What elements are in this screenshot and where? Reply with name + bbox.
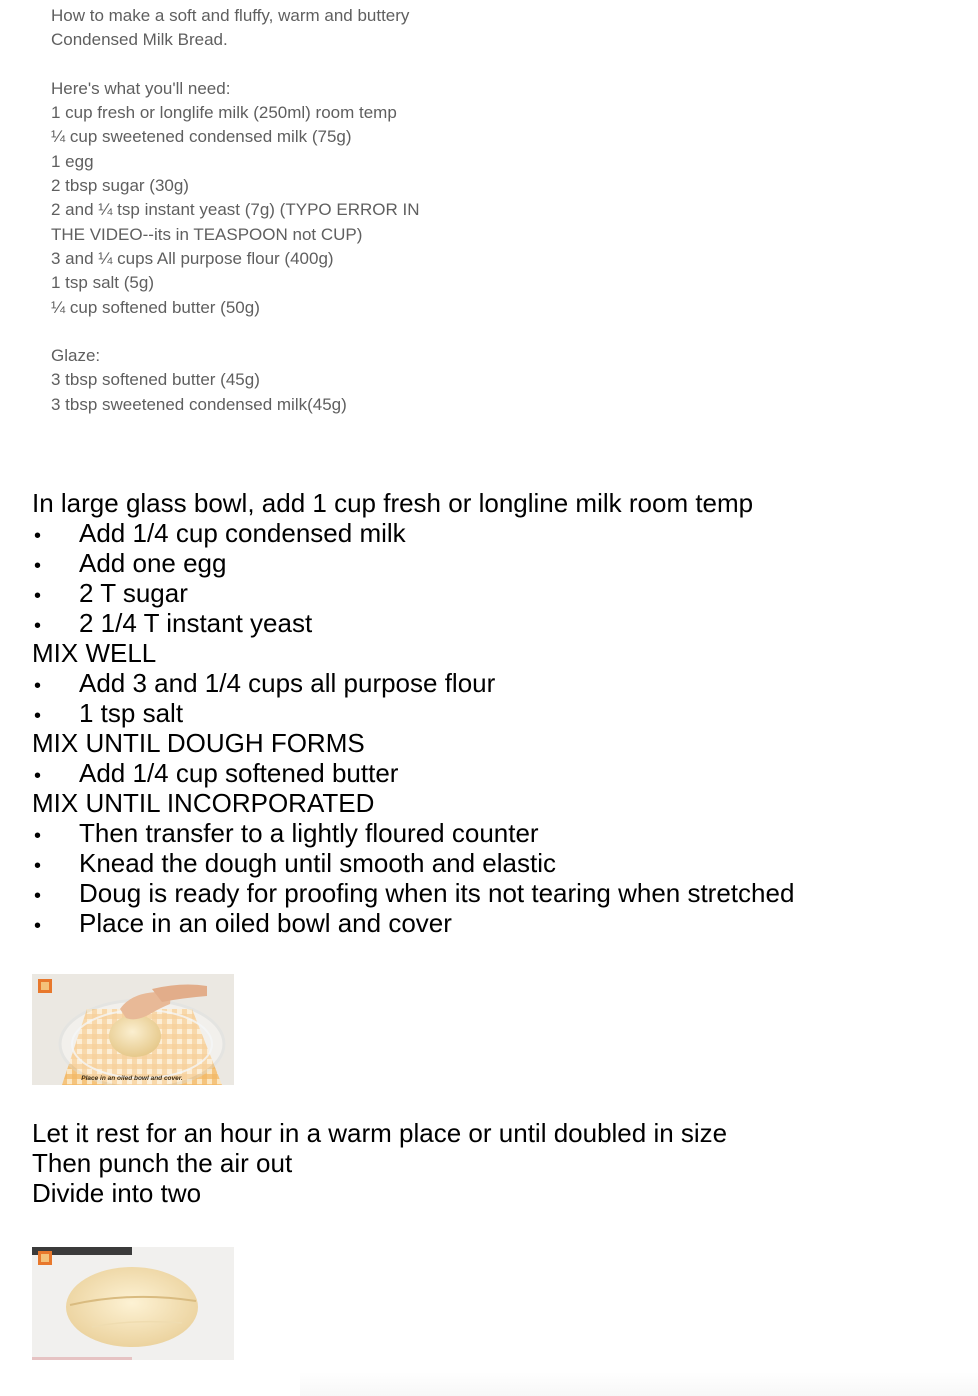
list-item: [32, 578, 952, 608]
glaze-item: 3 tbsp sweetened condensed milk(45g): [51, 394, 347, 414]
list-item: [32, 698, 952, 728]
bullet-icon: •: [34, 615, 42, 637]
recipe-title-line: How to make a soft and fluffy, warm and buttery: [51, 6, 410, 25]
instructions: [32, 488, 952, 938]
instruction-line: Divide into two: [32, 1178, 202, 1208]
ingredient-item: THE VIDEO--its in TEASPOON not CUP): [51, 224, 363, 244]
ingredient-item: 2 and ¼ tsp instant yeast (7g) (TYPO ERROR IN: [51, 200, 420, 220]
list-item-text: Add 1/4 cup softened butter: [79, 758, 399, 788]
instruction-intro: In large glass bowl, add 1 cup fresh or longline milk room temp: [32, 488, 754, 518]
divided-dough-image: [32, 1247, 234, 1360]
list-item: [32, 878, 952, 908]
bullet-icon: •: [34, 765, 42, 787]
list-item-text: Knead the dough until smooth and elastic: [79, 848, 557, 878]
bullet-icon: •: [34, 525, 42, 547]
ingredient-item: ¼ cup sweetened condensed milk (75g): [51, 127, 352, 147]
instruction-line: Let it rest for an hour in a warm place or until doubled in size: [32, 1118, 728, 1148]
bullet-icon: •: [34, 585, 42, 607]
page-bottom-edge: [300, 1372, 978, 1396]
rest-instructions: [32, 1118, 727, 1208]
list-item: [32, 848, 952, 878]
recipe-title-line: Condensed Milk Bread.: [51, 30, 228, 50]
list-item: [32, 908, 952, 938]
bullet-icon: •: [34, 855, 42, 877]
divided-dough-photo: [32, 1247, 234, 1360]
ingredient-item: 1 cup fresh or longlife milk (250ml) room temp: [51, 103, 397, 123]
glaze-item: 3 tbsp softened butter (45g): [51, 370, 260, 390]
bullet-icon: •: [34, 885, 42, 907]
list-item: [32, 818, 952, 848]
ingredient-item: ¼ cup softened butter (50g): [51, 297, 260, 317]
dough-in-bowl-image: [32, 974, 234, 1085]
ingredient-item: 1 egg: [51, 151, 94, 171]
list-item-text: Then transfer to a lightly floured counter: [79, 818, 539, 848]
step-heading: MIX UNTIL INCORPORATED: [32, 788, 375, 818]
ingredient-item: 1 tsp salt (5g): [51, 273, 154, 293]
ingredient-item: 3 and ¼ cups All purpose flour (400g): [51, 248, 334, 268]
bullet-icon: •: [34, 555, 42, 577]
list-item: [32, 518, 952, 548]
list-item: [32, 548, 952, 578]
photo-caption: Place in an oiled bowl and cover.: [81, 1075, 183, 1082]
glaze-heading: Glaze:: [51, 346, 101, 366]
list-item: [32, 668, 952, 698]
ingredients-heading: Here's what you'll need:: [51, 78, 231, 98]
bullet-icon: •: [34, 705, 42, 727]
ingredient-item: 2 tbsp sugar (30g): [51, 176, 189, 196]
list-item-text: Add one egg: [79, 548, 227, 578]
bullet-icon: •: [34, 825, 42, 847]
step-heading: MIX WELL: [32, 638, 157, 668]
dough-in-bowl-photo: [32, 974, 234, 1085]
list-item-text: 2 T sugar: [79, 578, 188, 608]
list-item-text: Doug is ready for proofing when its not tearing when stretched: [79, 878, 795, 908]
list-item-text: 1 tsp salt: [79, 698, 184, 728]
list-item-text: Place in an oiled bowl and cover: [79, 908, 452, 938]
instruction-line: Then punch the air out: [32, 1148, 293, 1178]
bullet-icon: •: [34, 915, 42, 937]
list-item-text: 2 1/4 T instant yeast: [79, 608, 313, 638]
step-heading: MIX UNTIL DOUGH FORMS: [32, 728, 365, 758]
list-item-text: Add 3 and 1/4 cups all purpose flour: [79, 668, 496, 698]
bullet-icon: •: [34, 675, 42, 697]
recipe-card: [0, 0, 571, 417]
list-item-text: Add 1/4 cup condensed milk: [79, 518, 406, 548]
list-item: [32, 608, 952, 638]
list-item: [32, 758, 952, 788]
